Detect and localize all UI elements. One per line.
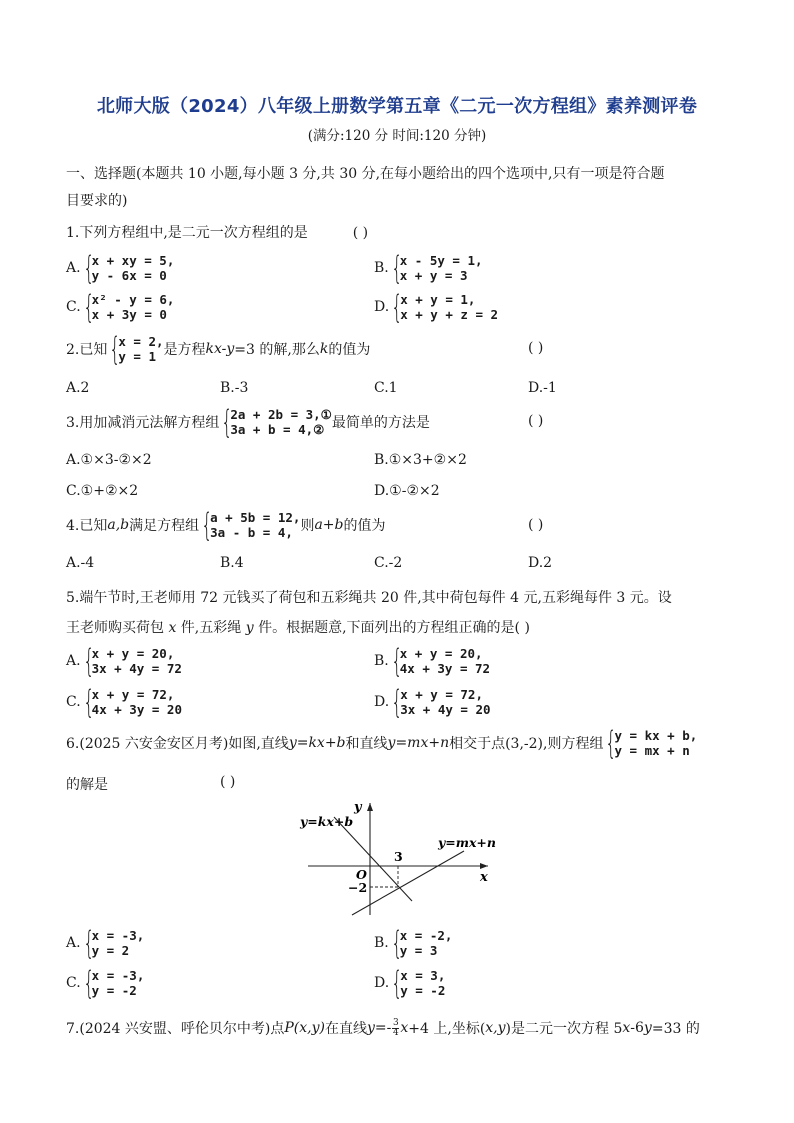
question-1-option-c[interactable] (66, 288, 175, 326)
equation: x = 2, (118, 334, 164, 349)
equation-system (107, 330, 164, 368)
equation-system (389, 964, 446, 1002)
question-5-line2 (66, 617, 530, 637)
equation-system (389, 249, 483, 287)
x-axis-arrow-icon (480, 863, 488, 869)
question-2-choice-d[interactable]: D.-1 (528, 380, 557, 396)
variable-y: y (643, 1020, 652, 1036)
option-label: A. (66, 260, 81, 276)
option-label: C. (66, 975, 81, 991)
question-2-choice-b[interactable]: B.-3 (220, 380, 249, 396)
question-2-choice-a[interactable]: A.2 (66, 380, 90, 396)
equation: y = 2 (91, 943, 130, 958)
equation: x - 5y = 1, (399, 253, 483, 268)
page-subtitle: (满分:120 分 时间:120 分钟) (307, 128, 487, 144)
question-4-end: 的值为 (343, 518, 386, 534)
question-5-option-c[interactable] (66, 683, 182, 721)
equation: y = kx + b, (614, 728, 698, 743)
equation: x = -3, (91, 968, 145, 983)
question-4-prefix: 4.已知 (66, 518, 108, 534)
question-3-choice-b[interactable]: B.①×3+②×2 (374, 452, 467, 468)
equation: y = -2 (400, 983, 446, 998)
line-y-mx-n (352, 851, 464, 915)
option-label: D. (374, 299, 390, 315)
brace-icon: { (82, 249, 95, 287)
answer-paren: ( ) (352, 225, 369, 241)
question-7-text: =33 的 (651, 1021, 700, 1037)
equation-system (219, 403, 332, 441)
brace-icon: { (109, 330, 121, 368)
brace-icon: { (82, 924, 95, 962)
brace-icon: { (201, 506, 213, 544)
y-axis-label: y (354, 800, 362, 815)
brace-icon: { (391, 249, 403, 287)
equation: 4x + 3y = 20 (91, 702, 182, 717)
question-4-choice-c[interactable]: C.-2 (374, 555, 403, 571)
option-label: A. (66, 935, 81, 951)
equation-system (81, 288, 175, 326)
question-4-choice-d[interactable]: D.2 (528, 555, 553, 571)
page-title: 北师大版（2024）八年级上册数学第五章《二元一次方程组》素养测评卷 (96, 96, 698, 117)
question-5-text: 王老师购买荷包 (66, 620, 169, 636)
question-6-text: 和直线 (345, 736, 388, 752)
equation: 3x + 4y = 20 (400, 702, 491, 717)
label-y-mx-n: y=mx+n (438, 835, 496, 850)
question-5-option-a[interactable] (66, 642, 182, 680)
y-axis-arrow-icon (367, 803, 373, 811)
equation-system (81, 683, 182, 721)
equation: y = 3 (399, 943, 438, 958)
equation: x + y = 72, (91, 687, 175, 702)
answer-paren: ( ) (528, 413, 544, 429)
question-4-vars: a,b (107, 517, 130, 533)
question-1-option-b[interactable] (374, 249, 483, 287)
question-3-prefix: 3.用加减消元法解方程组 (66, 415, 220, 431)
line-2-equation: y=mx+n (387, 735, 450, 751)
variable-x: x (622, 1020, 631, 1036)
equation: x + y = 20, (91, 646, 175, 661)
section-instructions-line2: 目要求的) (66, 193, 128, 209)
brace-icon: { (391, 924, 403, 962)
option-label: A. (66, 653, 81, 669)
equation: x + xy = 5, (91, 253, 175, 268)
answer-paren: ( ) (528, 340, 544, 356)
option-label: B. (374, 260, 389, 276)
brace-icon: { (391, 683, 403, 721)
equation-system (603, 724, 698, 762)
variable-y: y (245, 620, 254, 636)
question-7-text: 在直线 (324, 1021, 367, 1037)
question-5-text: 件。根据题意,下面列出的方程组正确的是( ) (253, 620, 530, 636)
question-2-stem (66, 330, 371, 368)
equation: x + y + z = 2 (400, 307, 499, 322)
option-label: B. (374, 653, 389, 669)
equation: x + y = 3 (399, 268, 468, 283)
question-2-end: 的值为 (328, 342, 371, 358)
line-1-equation: y=kx+b (288, 735, 346, 751)
coordinate-xy: x,y (485, 1020, 506, 1036)
brace-icon: { (391, 964, 403, 1002)
question-6-text: 6.(2025 六安金安区月考)如图,直线 (66, 736, 289, 752)
question-5-option-b[interactable] (374, 642, 491, 680)
question-3-stem (66, 403, 430, 441)
question-7-text: =- (374, 1020, 392, 1036)
equation-system (389, 924, 453, 962)
equation: y = mx + n (614, 743, 690, 758)
answer-paren: ( ) (220, 774, 236, 790)
brace-icon: { (391, 288, 403, 326)
question-5-option-d[interactable] (374, 683, 491, 721)
tick-label-3: 3 (394, 849, 403, 864)
label-y-kx-b: y=kx+b (300, 814, 354, 829)
question-2-variable: k (319, 341, 329, 357)
question-7-text: -6 (630, 1020, 644, 1036)
question-6-option-b[interactable] (374, 924, 453, 962)
point-p: P(x,y) (284, 1020, 325, 1036)
question-7-text: )是二元一次方程 5 (505, 1021, 623, 1037)
question-4-suffix: 则 (300, 518, 315, 534)
equation: x = -3, (91, 928, 145, 943)
equation: 3a + b = 4,② (230, 422, 325, 437)
equation: x + y = 20, (399, 646, 483, 661)
question-6-option-d[interactable] (374, 964, 446, 1002)
equation-system (81, 642, 182, 680)
equation: 3a - b = 4, (210, 525, 293, 540)
equation: 3x + 4y = 72 (91, 661, 182, 676)
question-1-text: 1.下列方程组中,是二元一次方程组的是 (66, 225, 308, 241)
question-4-expression: a+b (314, 517, 344, 533)
fraction-numerator: 3 (393, 1017, 399, 1028)
answer-paren: ( ) (528, 517, 544, 533)
section-instructions-line1: 一、选择题(本题共 10 小题,每小题 3 分,共 30 分,在每小题给出的四个选项中,只有一项是符合题 (66, 166, 665, 182)
equation: 4x + 3y = 72 (399, 661, 491, 676)
question-7-stem (66, 1018, 700, 1038)
option-label: B. (374, 935, 389, 951)
question-5-line1: 5.端午节时,王老师用 72 元钱买了荷包和五彩绳共 20 件,其中荷包每件 4 元,五彩绳每件 3 元。设 (66, 590, 672, 606)
question-6-option-a[interactable] (66, 924, 145, 962)
equation: x = -2, (399, 928, 453, 943)
option-label: C. (66, 694, 81, 710)
question-7-text: 7.(2024 兴安盟、呼伦贝尔中考)点 (66, 1021, 285, 1037)
question-4-choice-a[interactable]: A.-4 (66, 555, 95, 571)
brace-icon: { (82, 642, 95, 680)
equation: x = 3, (400, 968, 446, 983)
question-4-mid: 满足方程组 (129, 518, 200, 534)
equation: x² - y = 6, (91, 292, 175, 307)
question-3-choice-d[interactable]: D.①-②×2 (374, 483, 440, 499)
equation: a + 5b = 12, (210, 510, 301, 525)
equation-system (389, 642, 491, 680)
question-2-mid: 是方程 (163, 342, 206, 358)
variable-x: x (168, 620, 177, 636)
question-6-text: 相交于点(3,-2),则方程组 (449, 736, 604, 752)
question-1-stem (66, 222, 368, 242)
question-6-figure (290, 797, 500, 919)
equation: x + y = 1, (400, 292, 476, 307)
equation-system (199, 506, 301, 544)
fraction (392, 1019, 399, 1038)
tick-label-minus-2: −2 (348, 880, 368, 895)
variable-y: y (366, 1020, 375, 1036)
option-label: C. (66, 299, 81, 315)
option-label: D. (374, 694, 390, 710)
question-2-equation: kx-y (205, 341, 235, 357)
question-1-option-d[interactable] (374, 288, 499, 326)
question-7-text: +4 上,坐标( (408, 1021, 486, 1037)
brace-icon: { (391, 642, 403, 680)
question-3-suffix: 最简单的方法是 (331, 415, 430, 431)
variable-x: x (400, 1020, 409, 1036)
equation: y = -2 (91, 983, 137, 998)
equation: x + 3y = 0 (91, 307, 167, 322)
brace-icon: { (605, 724, 617, 762)
option-label: D. (374, 975, 390, 991)
brace-icon: { (221, 403, 233, 441)
question-1-option-a[interactable] (66, 249, 175, 287)
equation-system (389, 683, 491, 721)
brace-icon: { (82, 964, 95, 1002)
question-2-suffix: =3 的解,那么 (234, 342, 320, 358)
question-4-choice-b[interactable]: B.4 (220, 555, 244, 571)
question-6-stem (66, 724, 698, 762)
equation-system (81, 249, 175, 287)
equation: x + y = 72, (400, 687, 483, 702)
question-6-option-c[interactable] (66, 964, 145, 1002)
question-2-prefix: 2.已知 (66, 342, 108, 358)
brace-icon: { (82, 683, 95, 721)
equation: 2a + 2b = 3,① (230, 407, 332, 422)
brace-icon: { (82, 288, 95, 326)
equation-system (389, 288, 499, 326)
equation-system (81, 964, 145, 1002)
question-3-choice-c[interactable]: C.①+②×2 (66, 483, 139, 499)
question-6-line2: 的解是 (66, 777, 108, 793)
equation: y = 1 (118, 349, 156, 364)
x-axis-label: x (480, 870, 488, 885)
origin-label: O (356, 867, 367, 882)
equation-system (81, 924, 145, 962)
question-4-stem (66, 506, 386, 544)
fraction-denominator: 4 (393, 1027, 399, 1038)
question-5-text: 件,五彩绳 (176, 620, 246, 636)
question-3-choice-a[interactable]: A.①×3-②×2 (66, 452, 152, 468)
question-2-choice-c[interactable]: C.1 (374, 380, 398, 396)
equation: y - 6x = 0 (91, 268, 167, 283)
